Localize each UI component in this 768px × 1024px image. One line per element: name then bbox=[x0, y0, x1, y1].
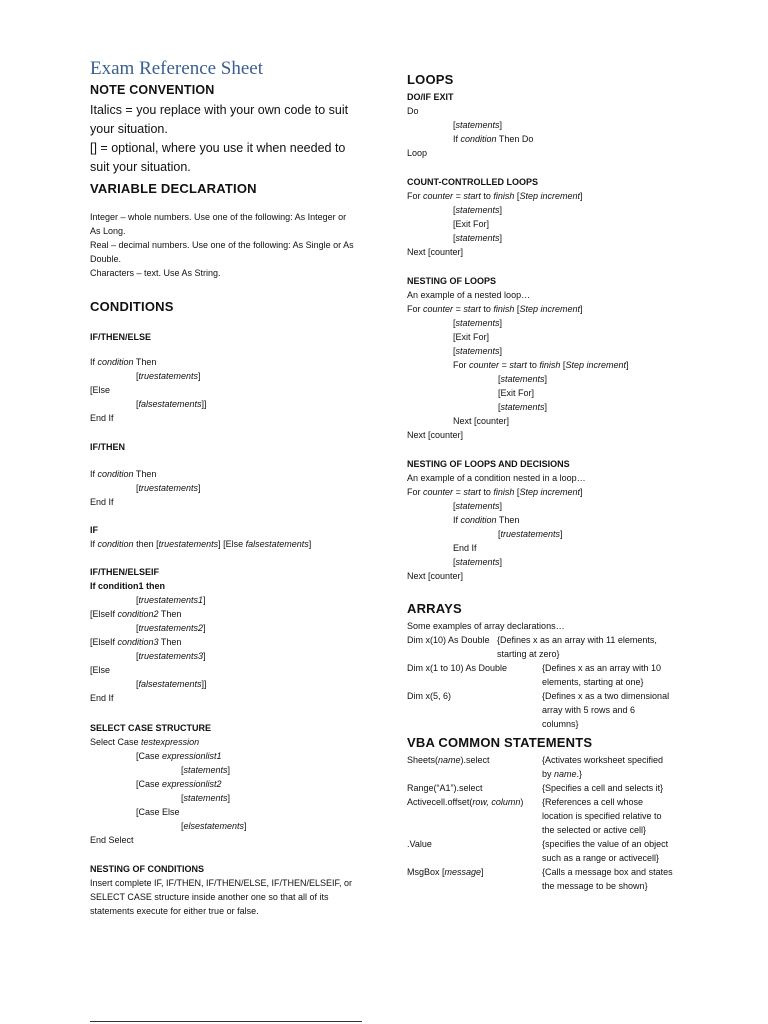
code-line: Next [counter] bbox=[407, 571, 464, 581]
nesting-line: statements execute for either true or false. bbox=[90, 906, 259, 916]
code-line: If condition Then bbox=[453, 515, 520, 525]
code-line: Select Case testexpression bbox=[90, 737, 200, 747]
count-loop-title: COUNT-CONTROLLED LOOPS bbox=[407, 177, 538, 187]
note-heading: NOTE CONVENTION bbox=[90, 83, 215, 97]
conditions-heading: CONDITIONS bbox=[90, 299, 174, 314]
note-line: [] = optional, where you use it when needed to bbox=[90, 141, 346, 155]
code-line: An example of a nested loop… bbox=[407, 290, 531, 300]
code-line: End Select bbox=[90, 835, 134, 845]
vba-desc: {specifies the value of an object bbox=[542, 839, 669, 849]
code-line: Next [counter] bbox=[453, 416, 510, 426]
array-desc: starting at zero} bbox=[497, 649, 560, 659]
vba-desc: location is specified relative to bbox=[542, 811, 662, 821]
nesting-line: Insert complete IF, IF/THEN, IF/THEN/ELSE, IF/THEN/ELSEIF, or bbox=[90, 878, 353, 888]
vba-heading: VBA COMMON STATEMENTS bbox=[407, 735, 593, 750]
array-code: Dim x(10) As Double bbox=[407, 635, 490, 645]
select-title: SELECT CASE STRUCTURE bbox=[90, 723, 212, 733]
vba-desc: {References a cell whose bbox=[542, 797, 644, 807]
vba-code: MsgBox [message] bbox=[407, 867, 484, 877]
code-line: [statements] bbox=[498, 402, 548, 412]
vba-desc: the selected or active cell} bbox=[542, 825, 647, 835]
ifthenelse-title: IF/THEN/ELSE bbox=[90, 332, 152, 342]
code-line: An example of a condition nested in a loop… bbox=[407, 473, 586, 483]
code-line: [Exit For] bbox=[453, 332, 490, 342]
code-line: [truestatements] bbox=[498, 529, 563, 539]
code-line: [truestatements3] bbox=[136, 651, 206, 661]
code-line: [statements] bbox=[453, 557, 503, 567]
code-line: [Exit For] bbox=[498, 388, 535, 398]
vba-desc: {Specifies a cell and selects it} bbox=[542, 783, 664, 793]
code-line: End If bbox=[90, 693, 114, 703]
code-line: [statements] bbox=[453, 120, 503, 130]
vardecl-line: Double. bbox=[90, 254, 122, 264]
code-line: If condition Then bbox=[90, 357, 157, 367]
code-line: [truestatements] bbox=[136, 371, 201, 381]
arrays-intro: Some examples of array declarations… bbox=[407, 621, 565, 631]
if-title: IF bbox=[90, 525, 98, 535]
code-line: For counter = start to finish [Step increment] bbox=[453, 360, 629, 370]
code-line: [statements] bbox=[453, 346, 503, 356]
code-line: [truestatements] bbox=[136, 483, 201, 493]
vba-desc: {Calls a message box and states bbox=[542, 867, 673, 877]
code-line: [truestatements1] bbox=[136, 595, 206, 605]
note-line: Italics = you replace with your own code to suit bbox=[90, 103, 349, 117]
code-line: [Case expressionlist2 bbox=[136, 779, 222, 789]
array-desc: {Defines x as an array with 10 bbox=[542, 663, 662, 673]
code-line: End If bbox=[90, 497, 114, 507]
code-line: If condition Then bbox=[90, 469, 157, 479]
nesting-line: SELECT CASE structure inside another one so that all of its bbox=[90, 892, 329, 902]
code-line: Next [counter] bbox=[407, 247, 464, 257]
array-desc: elements, starting at one} bbox=[542, 677, 644, 687]
code-line: [Else bbox=[90, 385, 111, 395]
array-code: Dim x(1 to 10) As Double bbox=[407, 663, 508, 673]
array-code: Dim x(5, 6) bbox=[407, 691, 452, 701]
vardecl-line: Real – decimal numbers. Use one of the following: As Single or As bbox=[90, 240, 354, 250]
vba-desc: by name.} bbox=[542, 769, 583, 779]
vardecl-line: Characters – text. Use As String. bbox=[90, 268, 221, 278]
code-line: End If bbox=[453, 543, 477, 553]
code-line: [Else bbox=[90, 665, 111, 675]
code-line: [statements] bbox=[453, 501, 503, 511]
nesting-loops-decisions-title: NESTING OF LOOPS AND DECISIONS bbox=[407, 459, 570, 469]
code-line: [Case Else bbox=[136, 807, 180, 817]
note-line: your situation. bbox=[90, 122, 168, 136]
vba-code: Sheets(name).select bbox=[407, 755, 490, 765]
code-line: If condition1 then bbox=[90, 581, 165, 591]
loops-heading: LOOPS bbox=[407, 72, 454, 87]
footer-rule bbox=[90, 1021, 362, 1022]
ifthen-title: IF/THEN bbox=[90, 442, 125, 452]
vardecl-line: As Long. bbox=[90, 226, 126, 236]
code-line: For counter = start to finish [Step increment] bbox=[407, 487, 583, 497]
code-line: [ElseIf condition2 Then bbox=[90, 609, 182, 619]
arrays-heading: ARRAYS bbox=[407, 601, 462, 616]
vba-code: Range(“A1”).select bbox=[407, 783, 483, 793]
code-line: [elsestatements] bbox=[181, 821, 247, 831]
code-line: [truestatements2] bbox=[136, 623, 206, 633]
vba-desc: such as a range or activecell} bbox=[542, 853, 660, 863]
code-line: [Case expressionlist1 bbox=[136, 751, 222, 761]
code-line: [statements] bbox=[453, 205, 503, 215]
vardecl-heading: VARIABLE DECLARATION bbox=[90, 181, 257, 196]
array-desc: {Defines x as an array with 11 elements, bbox=[497, 635, 657, 645]
code-line: [statements] bbox=[453, 318, 503, 328]
code-line: If condition then [truestatements] [Else falsestatements] bbox=[90, 539, 312, 549]
note-line: suit your situation. bbox=[90, 160, 191, 174]
code-line: [falsestatements]] bbox=[136, 399, 207, 409]
code-line: End If bbox=[90, 413, 114, 423]
vardecl-line: Integer – whole numbers. Use one of the following: As Integer or bbox=[90, 212, 347, 222]
vba-code: Activecell.offset(row, column) bbox=[407, 797, 524, 807]
code-line: If condition Then Do bbox=[453, 134, 534, 144]
elseif-title: IF/THEN/ELSEIF bbox=[90, 567, 160, 577]
code-line: [statements] bbox=[181, 765, 231, 775]
nesting-loops-title: NESTING OF LOOPS bbox=[407, 276, 497, 286]
code-line: For counter = start to finish [Step increment] bbox=[407, 191, 583, 201]
vba-desc: {Activates worksheet specified bbox=[542, 755, 664, 765]
array-desc: array with 5 rows and 6 bbox=[542, 705, 636, 715]
code-line: [statements] bbox=[181, 793, 231, 803]
code-line: For counter = start to finish [Step increment] bbox=[407, 304, 583, 314]
code-line: [falsestatements]] bbox=[136, 679, 207, 689]
code-line: [statements] bbox=[498, 374, 548, 384]
vba-desc: the message to be shown} bbox=[542, 881, 648, 891]
code-line: Loop bbox=[407, 148, 428, 158]
code-line: Next [counter] bbox=[407, 430, 464, 440]
doif-title: DO/IF EXIT bbox=[407, 92, 454, 102]
code-line: [ElseIf condition3 Then bbox=[90, 637, 182, 647]
array-desc: {Defines x as a two dimensional bbox=[542, 691, 670, 701]
code-line: [Exit For] bbox=[453, 219, 490, 229]
nesting-conditions-title: NESTING OF CONDITIONS bbox=[90, 864, 205, 874]
array-desc: columns} bbox=[542, 719, 579, 729]
code-line: Do bbox=[407, 106, 419, 116]
page-title: Exam Reference Sheet bbox=[90, 58, 264, 79]
vba-code: .Value bbox=[407, 839, 432, 849]
code-line: [statements] bbox=[453, 233, 503, 243]
